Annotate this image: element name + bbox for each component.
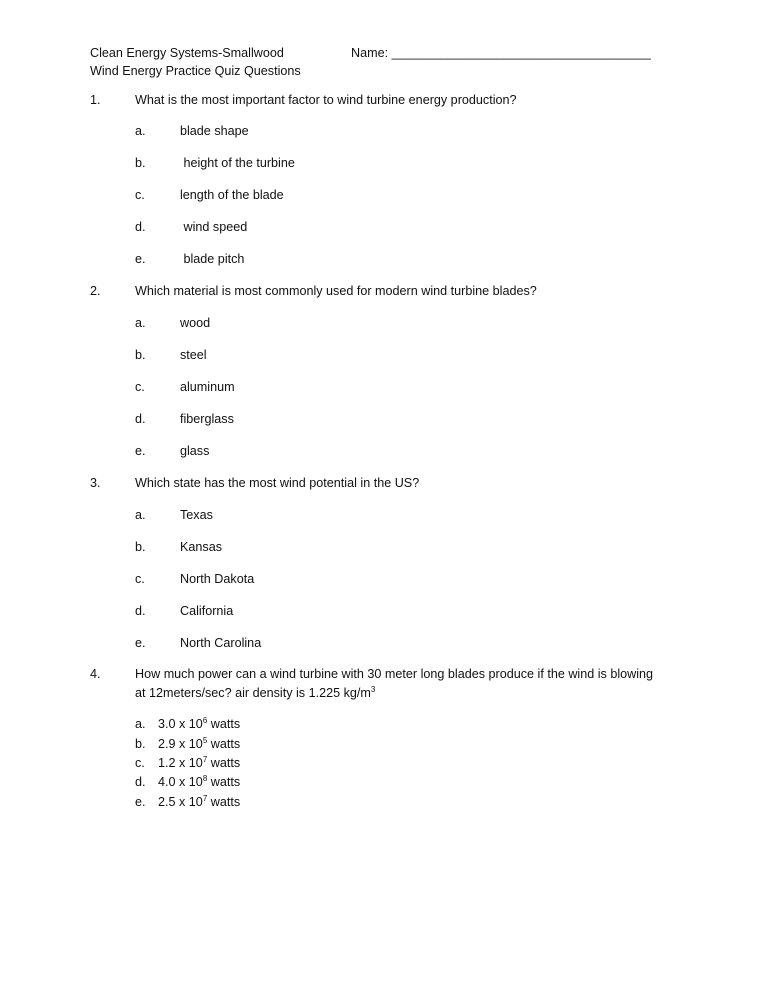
option-letter: b. (135, 348, 146, 362)
question-text-line1: How much power can a wind turbine with 30 meter long blades produce if the wind is blowing (135, 667, 654, 681)
option-text (158, 736, 240, 752)
option-mantissa: 3.0 x 10 (158, 717, 203, 731)
option-letter: a. (135, 316, 146, 330)
option-mantissa: 1.2 x 10 (158, 756, 203, 770)
option-letter: c. (135, 380, 145, 394)
option-letter: b. (135, 156, 146, 170)
option-letter: e. (135, 444, 146, 458)
option-text: length of the blade (180, 188, 284, 202)
option-letter: a. (135, 508, 146, 522)
option-letter: d. (135, 775, 146, 789)
option-mantissa: 2.9 x 10 (158, 737, 203, 751)
option-text (158, 794, 240, 810)
option-letter: a. (135, 717, 146, 731)
option-unit: watts (207, 775, 241, 789)
question-number: 2. (90, 284, 101, 298)
question-number: 3. (90, 476, 101, 490)
option-text: fiberglass (180, 412, 234, 426)
option-letter: c. (135, 188, 145, 202)
option-letter: c. (135, 572, 145, 586)
question-text: Which state has the most wind potential in the US? (135, 476, 420, 490)
question-number: 1. (90, 93, 101, 107)
option-letter: e. (135, 795, 146, 809)
option-letter: d. (135, 220, 146, 234)
option-exponent: 8 (202, 773, 208, 783)
option-letter: c. (135, 756, 145, 770)
option-unit: watts (207, 795, 241, 809)
option-letter: e. (135, 636, 146, 650)
option-letter: b. (135, 737, 146, 751)
option-letter: d. (135, 412, 146, 426)
name-blank[interactable]: _____________________________________ (391, 46, 651, 60)
option-text: blade pitch (180, 252, 245, 266)
option-text: North Carolina (180, 636, 262, 650)
option-text: height of the turbine (180, 156, 295, 170)
option-unit: watts (207, 717, 241, 731)
option-text: Kansas (180, 540, 223, 554)
quiz-title: Wind Energy Practice Quiz Questions (90, 64, 301, 78)
name-label: Name: (351, 46, 389, 60)
option-exponent: 6 (202, 715, 208, 725)
question-text: What is the most important factor to wind turbine energy production? (135, 93, 517, 107)
option-letter: a. (135, 124, 146, 138)
name-field[interactable] (351, 45, 651, 61)
question-text-line2 (135, 685, 375, 701)
option-mantissa: 2.5 x 10 (158, 795, 203, 809)
option-exponent: 5 (202, 735, 208, 745)
course-title: Clean Energy Systems-Smallwood (90, 46, 284, 60)
option-letter: d. (135, 604, 146, 618)
question-text: Which material is most commonly used for modern wind turbine blades? (135, 284, 537, 298)
option-text: California (180, 604, 234, 618)
question-text-line2-body: at 12meters/sec? air density is 1.225 kg/m (135, 686, 371, 700)
option-text: wood (180, 316, 211, 330)
option-text: blade shape (180, 124, 249, 138)
question-number: 4. (90, 667, 101, 681)
cubic-exponent: 3 (370, 684, 376, 694)
option-text: North Dakota (180, 572, 255, 586)
option-exponent: 7 (202, 793, 208, 803)
option-letter: b. (135, 540, 146, 554)
option-letter: e. (135, 252, 146, 266)
option-exponent: 7 (202, 754, 208, 764)
option-unit: watts (207, 756, 241, 770)
option-text: glass (180, 444, 210, 458)
option-text: wind speed (180, 220, 248, 234)
option-text (158, 774, 240, 790)
option-unit: watts (207, 737, 241, 751)
option-text: aluminum (180, 380, 235, 394)
option-text (158, 716, 240, 732)
option-text (158, 755, 240, 771)
option-text: Texas (180, 508, 213, 522)
option-text: steel (180, 348, 207, 362)
option-mantissa: 4.0 x 10 (158, 775, 203, 789)
